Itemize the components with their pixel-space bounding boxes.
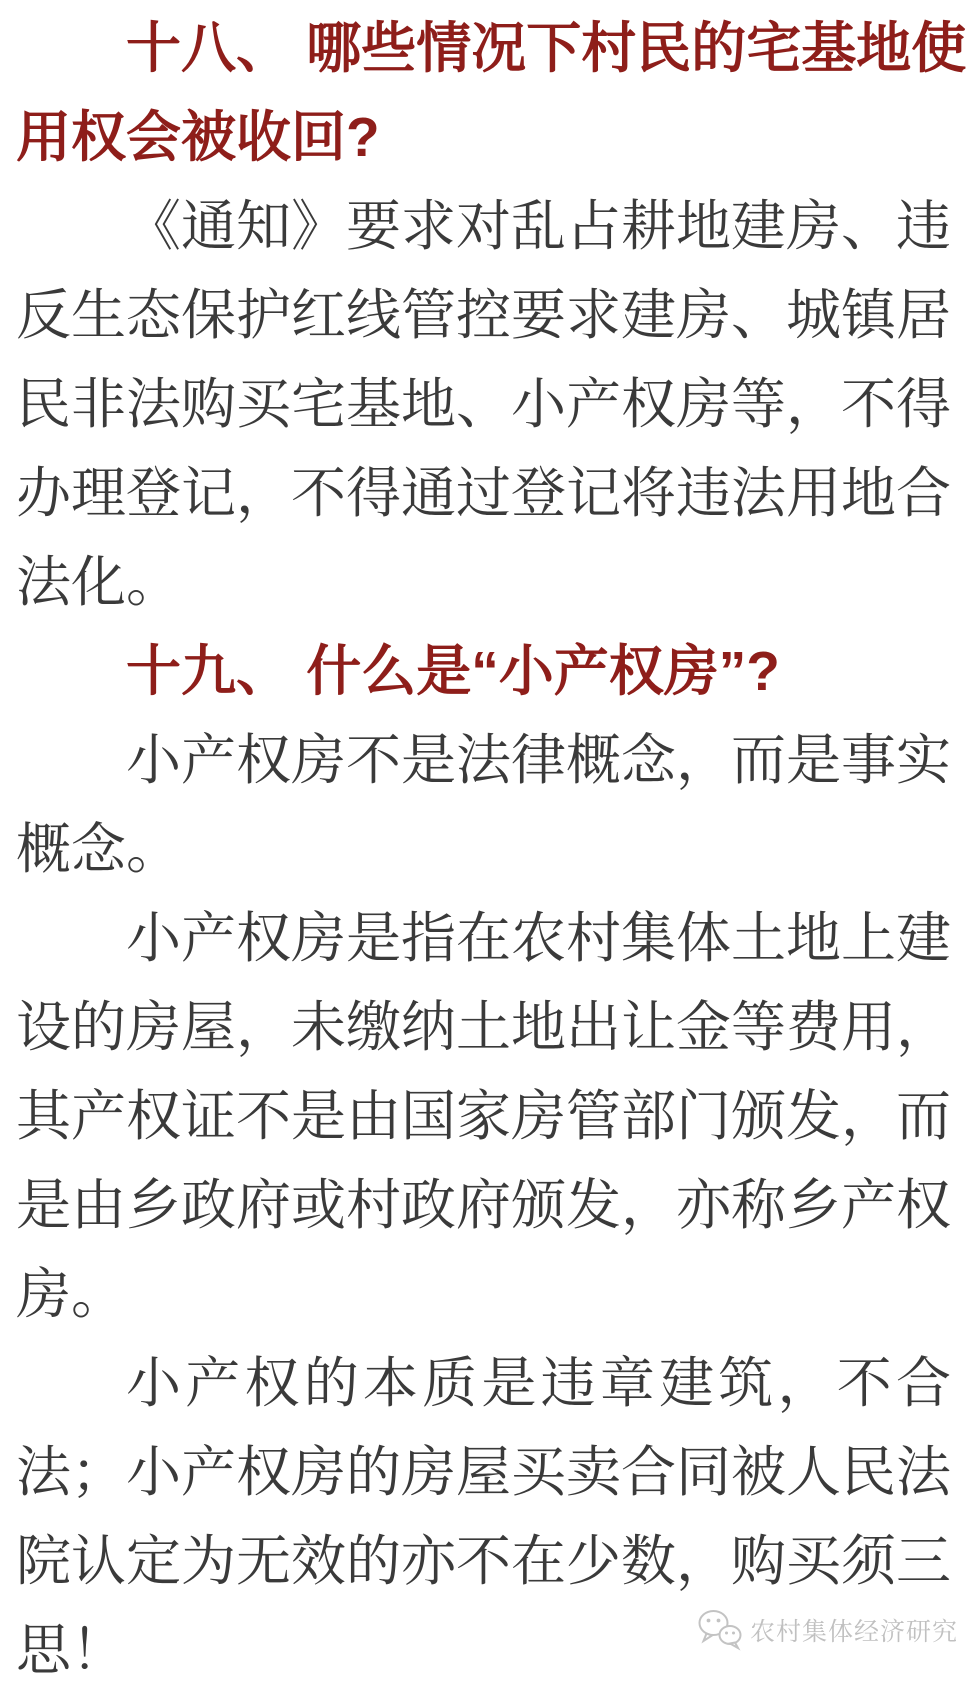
body-line: 法；小产权房的房屋买卖合同被人民法: [16, 1441, 952, 1503]
heading-line: 用权会被收回?: [16, 106, 380, 168]
heading-line: 十八、 哪些情况下村民的宅基地使: [126, 17, 967, 79]
body-line: 小产权的本质是违章建筑，不合: [126, 1352, 951, 1414]
body-line: 《通知》要求对乱占耕地建房、违: [126, 195, 952, 257]
watermark-label: 农村集体经济研究: [750, 1618, 959, 1646]
body-line: 其产权证不是由国家房管部门颁发，而: [16, 1085, 952, 1147]
body-line: 反生态保护红线管控要求建房、城镇居: [16, 284, 952, 346]
body-line: 思！: [16, 1619, 127, 1681]
body-line: 办理登记，不得通过登记将违法用地合: [16, 462, 952, 524]
body-line: 是由乡政府或村政府颁发，亦称乡产权: [16, 1174, 952, 1236]
body-line: 小产权房不是法律概念，而是事实: [126, 729, 952, 791]
body-line: 民非法购买宅基地、小产权房等，不得: [16, 373, 952, 435]
body-line: 设的房屋，未缴纳土地出让金等费用，: [16, 996, 952, 1058]
body-line: 院认定为无效的亦不在少数，购买须三: [16, 1530, 952, 1592]
body-line: 小产权房是指在农村集体土地上建: [126, 907, 952, 969]
heading-line: 十九、 什么是“小产权房”?: [126, 640, 780, 702]
body-line: 房。: [16, 1263, 127, 1325]
body-line: 法化。: [16, 551, 182, 613]
body-line: 概念。: [16, 818, 182, 880]
